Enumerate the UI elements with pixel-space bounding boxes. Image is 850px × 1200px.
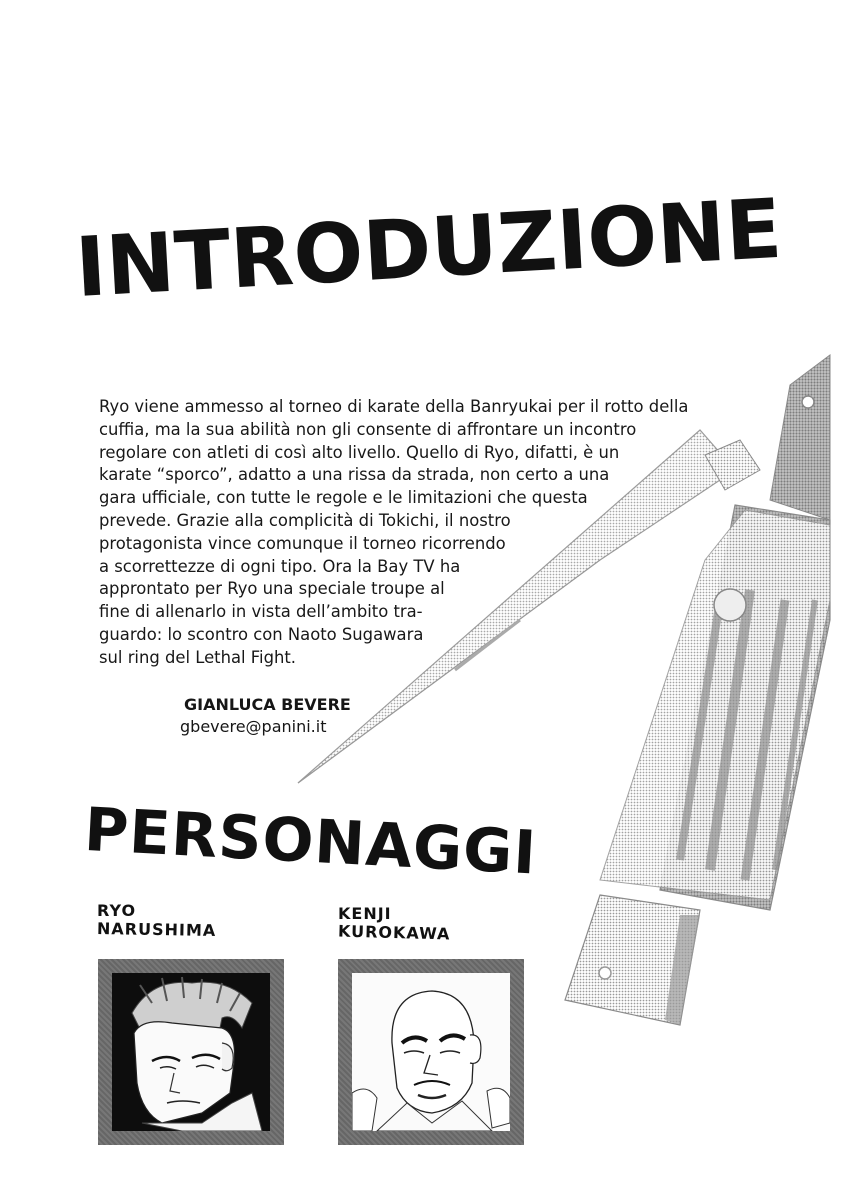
character-last-name: KUROKAWA [337,921,451,944]
character-name-ryo [97,901,216,939]
character-first-name: KENJI [338,904,392,923]
intro-line: approntato per Ryo una speciale troupe al [99,579,445,599]
character-name-kenji [338,904,450,942]
author-signature [180,694,351,738]
character-first-name: RYO [97,901,137,920]
author-email: gbevere@panini.it [180,717,327,736]
section-title-introduzione: INTRODUZIONE [73,181,785,316]
intro-line: sul ring del Lethal Fight. [99,647,297,667]
intro-paragraph [99,396,719,670]
intro-line: a scorrettezze di ogni tipo. Ora la Bay TV ha [99,556,461,576]
kenji-face-drawing [352,973,510,1131]
intro-line: guardo: lo scontro con Naoto Sugawara [99,624,424,644]
ryo-narushima-portrait [98,959,284,1145]
section-title-personaggi: PERSONAGGI [82,795,539,889]
author-name: GIANLUCA BEVERE [184,695,351,714]
ryo-face-drawing [112,973,270,1131]
intro-line: gara ufficiale, con tutte le regole e le limitazioni che questa [99,488,588,508]
intro-line: fine di allenarlo in vista dell’ambito tra- [99,602,423,622]
character-last-name: NARUSHIMA [96,918,217,941]
intro-line: regolare con atleti di così alto livello. Quello di Ryo, difatti, è un [99,442,620,462]
intro-line: Ryo viene ammesso al torneo di karate della Banryukai per il rotto della [99,397,689,416]
intro-line: karate “sporco”, adatto a una rissa da strada, non certo a una [99,465,610,485]
intro-line: protagonista vince comunque il torneo ricorrendo [99,533,506,553]
intro-line: cuffia, ma la sua abilità non gli consente di affrontare un incontro [99,419,637,439]
kenji-kurokawa-portrait [338,959,524,1145]
intro-line: prevede. Grazie alla complicità di Tokichi, il nostro [99,510,511,530]
